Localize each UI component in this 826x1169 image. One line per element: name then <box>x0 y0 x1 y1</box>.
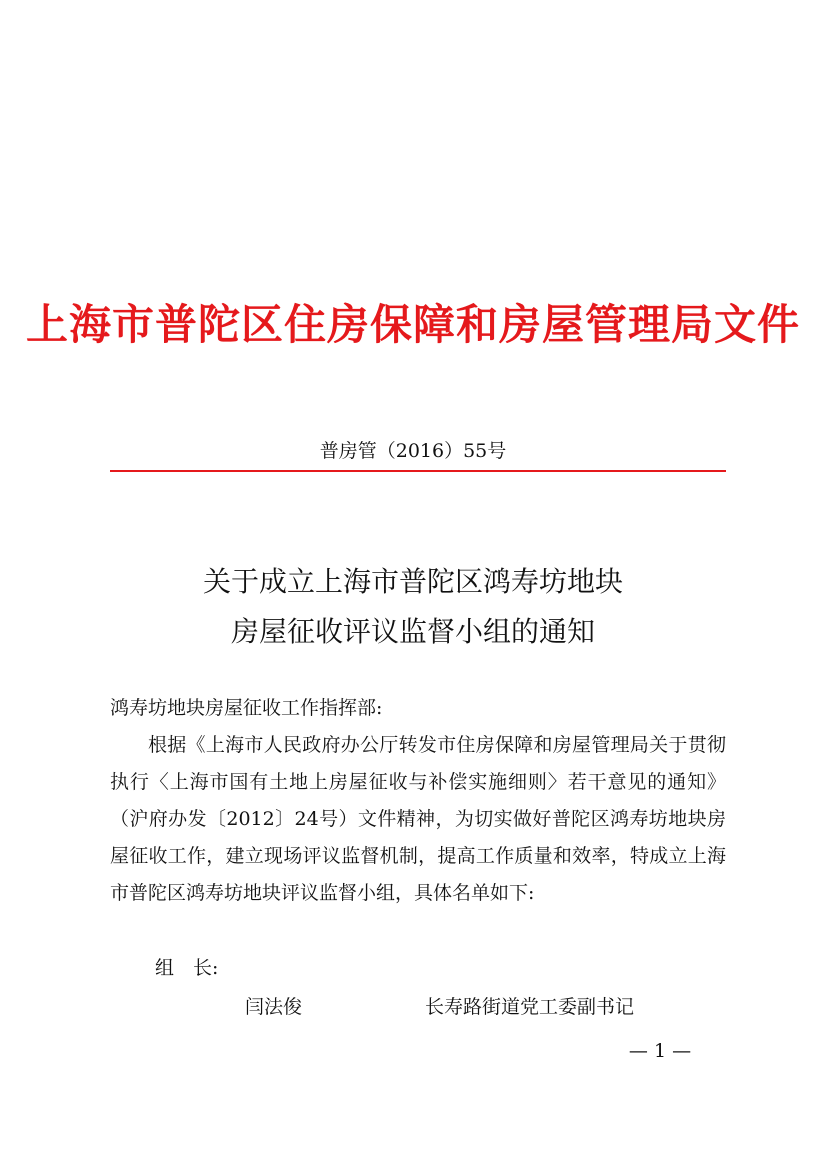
addressee: 鸿寿坊地块房屋征收工作指挥部: <box>110 697 383 719</box>
document-number: 普房管（2016）55号 <box>319 440 507 462</box>
member-name: 闫法俊 <box>245 996 303 1018</box>
issuer-title: 上海市普陀区住房保障和房屋管理局文件 <box>25 300 800 349</box>
body-paragraph: 根据《上海市人民政府办公厅转发市住房保障和房屋管理局关于贯彻执行〈上海市国有土地上房屋征收与补偿实施细则〉若干意见的通知》（沪府办发〔2012〕24号）文件精神，为切实做好普陀区鸿寿坊地块房屋征收工作，建立现场评议监督机制，提高工作质量和效率，特成立上海市普陀区鸿寿坊地块评议监督小组，具体名单如下: <box>110 734 726 904</box>
red-separator-rule <box>110 470 726 472</box>
notice-title-line-1: 关于成立上海市普陀区鸿寿坊地块 <box>202 565 623 598</box>
member-title: 长寿路街道党工委副书记 <box>425 996 635 1018</box>
group-leader-label: 组 长: <box>155 957 219 979</box>
notice-title-line-2: 房屋征收评议监督小组的通知 <box>230 615 595 648</box>
page-number: — 1 — <box>628 1040 692 1062</box>
